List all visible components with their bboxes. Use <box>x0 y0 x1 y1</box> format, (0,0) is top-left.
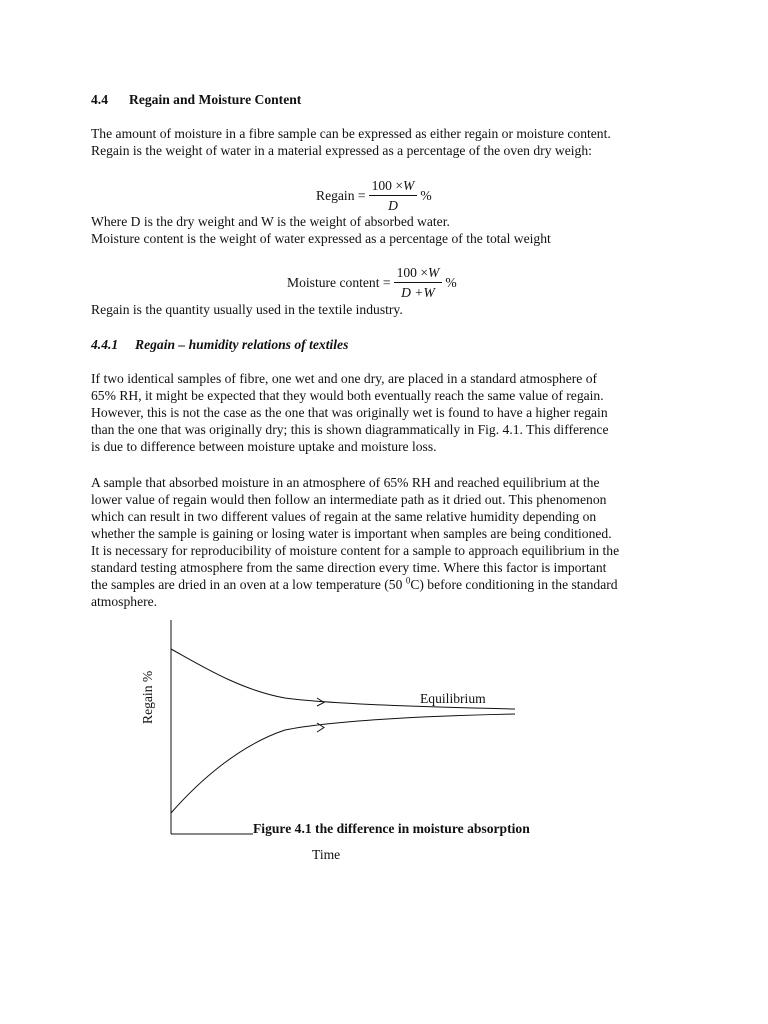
times-symbol: × <box>420 265 429 280</box>
paragraph-line: atmosphere. <box>91 594 158 609</box>
intro-line: The amount of moisture in a fibre sample can be expressed as either regain or moisture content. <box>91 126 611 141</box>
definition-line: Where D is the dry weight and W is the weight of absorbed water. <box>91 214 450 229</box>
equilibrium-label: Equilibrium <box>420 691 486 706</box>
drying-arrow-icon <box>317 698 324 706</box>
usage-line: Regain is the quantity usually used in the textile industry. <box>91 302 403 317</box>
degree-superscript: 0 <box>405 575 411 586</box>
paragraph-line: is due to difference between moisture uptake and moisture loss. <box>91 439 437 454</box>
y-axis-label: Regain % <box>140 670 155 724</box>
paragraph-line: A sample that absorbed moisture in an atmosphere of 65% RH and reached equilibrium at the <box>91 475 600 490</box>
figure-caption: Figure 4.1 the difference in moisture absorption <box>253 821 530 836</box>
section-number: 4.4 <box>91 92 108 107</box>
times-symbol: × <box>395 178 404 193</box>
paragraph-line: 65% RH, it might be expected that they would both eventually reach the same value of regain. <box>91 388 604 403</box>
subsection-title: Regain – humidity relations of textiles <box>135 337 349 352</box>
absorption-curve <box>171 714 515 813</box>
x-axis-label: Time <box>312 847 341 862</box>
moisture-formula-label: Moisture content = <box>287 275 391 290</box>
moisture-denominator: D +W <box>401 285 435 300</box>
moisture-numerator-number: 100 <box>396 265 417 280</box>
moisture-percent: % <box>445 275 457 290</box>
paragraph-line: whether the sample is gaining or losing water is important when samples are being conditioned. <box>91 526 612 541</box>
paragraph-line: than the one that was originally dry; this is shown diagrammatically in Fig. 4.1. This difference <box>91 422 609 437</box>
section-title: Regain and Moisture Content <box>129 92 302 107</box>
temperature-text-before: the samples are dried in an oven at a low temperature (50 <box>91 577 406 592</box>
paragraph-line: which can result in two different values of regain at the same relative humidity depending on <box>91 509 597 524</box>
regain-percent: % <box>420 188 432 203</box>
regain-numerator-number: 100 <box>371 178 392 193</box>
paragraph-line: lower value of regain would then follow an intermediate path as it dried out. This phenomenon <box>91 492 607 507</box>
paragraph-line: standard testing atmosphere from the same direction every time. Where this factor is important <box>91 560 607 575</box>
regain-denominator: D <box>388 198 398 213</box>
regain-numerator-w: W <box>403 178 415 193</box>
paragraph-line: If two identical samples of fibre, one wet and one dry, are placed in a standard atmosphere of <box>91 371 598 386</box>
paragraph-line: It is necessary for reproducibility of moisture content for a sample to approach equilibrium in the <box>91 543 620 558</box>
subsection-number: 4.4.1 <box>91 337 119 352</box>
definition-line: Moisture content is the weight of water expressed as a percentage of the total weight <box>91 231 551 246</box>
moisture-numerator-w: W <box>428 265 440 280</box>
paragraph-line: However, this is not the case as the one that was originally wet is found to have a higher regain <box>91 405 608 420</box>
temperature-text-after: C) before conditioning in the standard <box>410 577 618 592</box>
intro-line: Regain is the weight of water in a material expressed as a percentage of the oven dry weigh: <box>91 143 592 158</box>
regain-formula-label: Regain = <box>316 188 366 203</box>
